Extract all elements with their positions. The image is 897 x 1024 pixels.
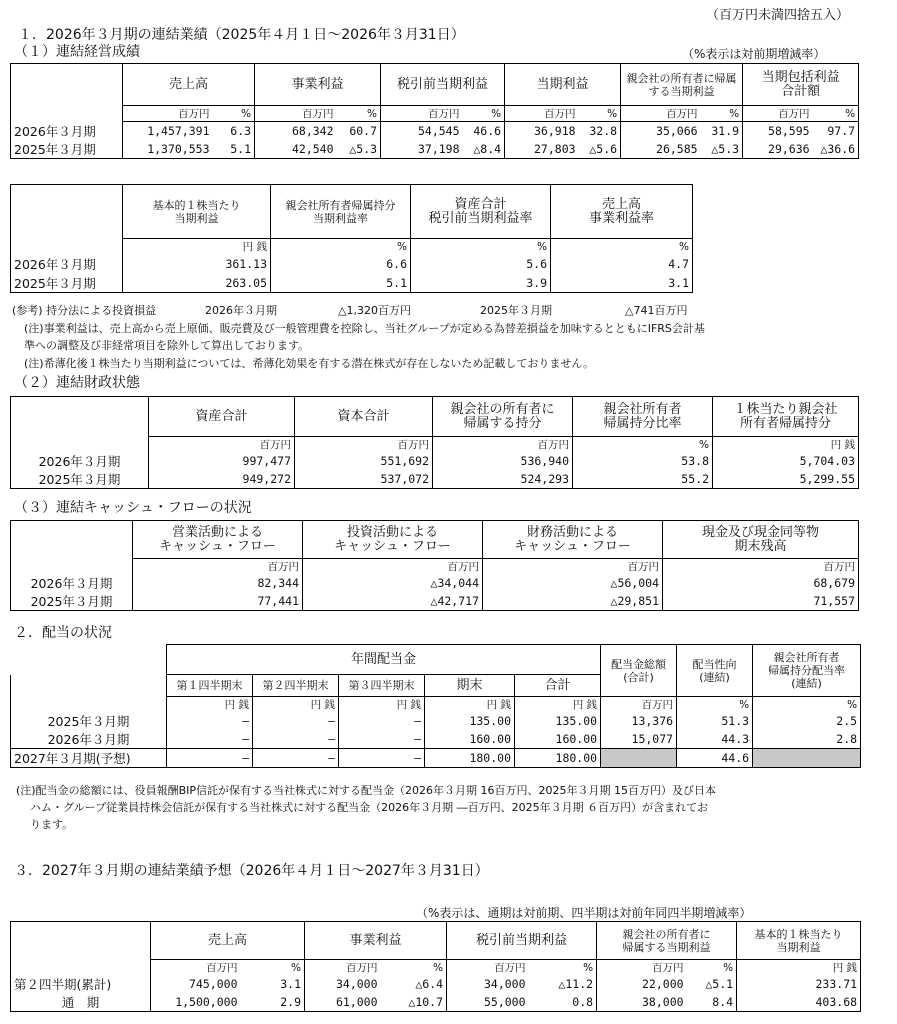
ref-value-1: △1,320百万円 <box>338 304 411 317</box>
ref-label: (参考) 持分法による投資損益 <box>12 304 157 317</box>
value-cell: 160.00 <box>515 730 601 749</box>
unit-cell: 百万円 <box>621 106 701 122</box>
corner-cell <box>11 645 167 675</box>
value-cell: 32.8 <box>579 122 621 140</box>
header-equity-ratio: 親会社所有者 帰属持分比率 <box>573 397 713 437</box>
value-cell: 68,342 <box>255 122 337 140</box>
value-cell: 44.6 <box>677 749 753 768</box>
row-label: 2026年３月期 <box>11 730 167 749</box>
unit-cell: 百万円 <box>447 960 529 976</box>
unit-cell: 百万円 <box>601 697 677 713</box>
header-business-profit: 事業利益 <box>255 64 381 106</box>
value-cell: △36.6 <box>813 140 859 159</box>
header-year-end: 期末 <box>425 675 515 697</box>
unit-cell: 百万円 <box>295 437 433 453</box>
value-cell: ― <box>253 730 339 749</box>
section-3-title: ３．2027年３月期の連結業績予想（2026年４月１日～2027年３月31日） <box>14 863 489 879</box>
value-cell: △10.7 <box>381 993 447 1012</box>
value-cell: 403.68 <box>737 993 861 1012</box>
corner-cell <box>11 397 149 437</box>
row-label: 2027年３月期(予想) <box>11 749 167 768</box>
value-cell: 97.7 <box>813 122 859 140</box>
value-cell: 135.00 <box>515 712 601 730</box>
header-sales: 売上高 <box>151 922 305 960</box>
unit-cell: 百万円 <box>151 960 241 976</box>
cash-flows-table <box>10 520 859 611</box>
corner-cell <box>11 521 133 559</box>
header-pretax-profit: 税引前当期利益 <box>447 922 597 960</box>
shaded-cell <box>753 749 861 768</box>
section-1-title: １．2026年３月期の連結業績（2025年４月１日～2026年３月31日） <box>18 27 465 43</box>
header-annual-dividend: 年間配当金 <box>167 645 601 675</box>
value-cell: 53.8 <box>573 452 713 470</box>
value-cell: 2.5 <box>753 712 861 730</box>
unit-cell: 百万円 <box>743 106 813 122</box>
value-cell: 180.00 <box>425 749 515 768</box>
unit-cell: % <box>551 239 693 255</box>
value-cell: 29,636 <box>743 140 813 159</box>
value-cell: 44.3 <box>677 730 753 749</box>
value-cell: △34,044 <box>303 574 483 592</box>
value-cell: △5.6 <box>579 140 621 159</box>
ref-value-2: △741百万円 <box>625 304 688 317</box>
dividend-note-3: ります。 <box>30 818 74 831</box>
value-cell: 949,272 <box>149 470 295 489</box>
table-row <box>11 470 859 489</box>
value-cell: ― <box>339 749 425 768</box>
unit-cell: 百万円 <box>663 559 859 575</box>
shaded-cell <box>601 749 677 768</box>
subsection-financial-position: （２）連結財政状態 <box>14 375 140 391</box>
financial-position-table <box>10 396 859 489</box>
unit-cell: % <box>271 239 411 255</box>
value-cell: 745,000 <box>151 975 241 993</box>
value-cell: ― <box>253 712 339 730</box>
unit-cell: 円 銭 <box>339 697 425 713</box>
unit-cell: % <box>529 960 597 976</box>
forecast-table <box>10 921 861 1012</box>
value-cell: 160.00 <box>425 730 515 749</box>
row-label: 2025年３月期 <box>11 592 133 611</box>
value-cell: ― <box>339 730 425 749</box>
value-cell: 46.6 <box>463 122 505 140</box>
header-roe: 親会社所有者帰属持分 当期利益率 <box>271 185 411 239</box>
unit-cell: 百万円 <box>255 106 337 122</box>
value-cell: 42,540 <box>255 140 337 159</box>
subsection-cash-flows: （３）連結キャッシュ・フローの状況 <box>14 500 252 516</box>
table-row <box>11 993 861 1012</box>
value-cell: 36,918 <box>505 122 579 140</box>
header-cash-balance: 現金及び現金同等物 期末残高 <box>663 521 859 559</box>
row-label: 2026年３月期 <box>11 122 123 140</box>
value-cell: 2.8 <box>753 730 861 749</box>
value-cell: 55,000 <box>447 993 529 1012</box>
unit-cell: 円 銭 <box>515 697 601 713</box>
table-row <box>11 255 693 274</box>
unit-cell: 円 銭 <box>737 960 861 976</box>
value-cell: △5.3 <box>337 140 381 159</box>
value-cell: 263.05 <box>123 274 271 293</box>
value-cell: 13,376 <box>601 712 677 730</box>
note-diluted-eps: (注)希薄化後１株当たり当期利益については、希薄化効果を有する潜在株式が存在しないため記載しておりません。 <box>24 357 595 370</box>
header-margin: 売上高 事業利益率 <box>551 185 693 239</box>
note-business-profit-1: (注)事業利益は、売上高から売上原価、販売費及び一般管理費を控除し、当社グループが定める為替差損益を加味するとともにIFRS会計基 <box>24 322 705 335</box>
value-cell: 38,000 <box>597 993 687 1012</box>
unit-cell: 百万円 <box>597 960 687 976</box>
unit-cell: 百万円 <box>381 106 463 122</box>
value-cell: 997,477 <box>149 452 295 470</box>
value-cell: 31.9 <box>701 122 743 140</box>
value-cell: ― <box>167 749 253 768</box>
row-label: 2026年３月期 <box>11 255 123 274</box>
value-cell: 55.2 <box>573 470 713 489</box>
dividend-note-1: (注)配当金の総額には、役員報酬BIP信託が保有する当社株式に対する配当金（2026年３月期 16百万円、2025年３月期 15百万円）及び日本 <box>16 784 716 797</box>
unit-cell: 円 銭 <box>123 239 271 255</box>
row-label: 2026年３月期 <box>11 452 149 470</box>
header-investing-cf: 投資活動による キャッシュ・フロー <box>303 521 483 559</box>
unit-cell: % <box>813 106 859 122</box>
unit-cell: % <box>241 960 305 976</box>
value-cell: 37,198 <box>381 140 463 159</box>
table-row <box>11 274 693 293</box>
table-row <box>11 122 859 140</box>
header-pretax-profit: 税引前当期利益 <box>381 64 505 106</box>
header-total: 合計 <box>515 675 601 697</box>
header-comprehensive: 当期包括利益 合計額 <box>743 64 859 106</box>
unit-cell: % <box>463 106 505 122</box>
row-label: 通 期 <box>11 993 151 1012</box>
header-q1: 第１四半期末 <box>167 675 253 697</box>
table-row <box>11 975 861 993</box>
value-cell: 3.1 <box>551 274 693 293</box>
corner-cell <box>11 922 151 960</box>
value-cell: 5.1 <box>271 274 411 293</box>
unit-cell: % <box>579 106 621 122</box>
value-cell: 1,457,391 <box>123 122 213 140</box>
table-row <box>11 749 861 768</box>
value-cell: 551,692 <box>295 452 433 470</box>
header-financing-cf: 財務活動による キャッシュ・フロー <box>483 521 663 559</box>
header-total-assets: 資産合計 <box>149 397 295 437</box>
value-cell: △11.2 <box>529 975 597 993</box>
unit-cell: 百万円 <box>149 437 295 453</box>
value-cell: 8.4 <box>687 993 737 1012</box>
value-cell: 524,293 <box>433 470 573 489</box>
table-row <box>11 592 859 611</box>
value-cell: 361.13 <box>123 255 271 274</box>
value-cell: 2.9 <box>241 993 305 1012</box>
header-owner-equity: 親会社の所有者に 帰属する持分 <box>433 397 573 437</box>
header-payout-ratio: 配当性向 (連結) <box>677 645 753 697</box>
value-cell: △42,717 <box>303 592 483 611</box>
row-label: 第２四半期(累計) <box>11 975 151 993</box>
unit-cell: 円 銭 <box>253 697 339 713</box>
value-cell: 35,066 <box>621 122 701 140</box>
value-cell: 54,545 <box>381 122 463 140</box>
unit-cell: % <box>411 239 551 255</box>
header-owner-profit: 親会社の所有者に帰属する当期利益 <box>621 64 743 106</box>
value-cell: △8.4 <box>463 140 505 159</box>
value-cell: △29,851 <box>483 592 663 611</box>
value-cell: △6.4 <box>381 975 447 993</box>
unit-cell: % <box>381 960 447 976</box>
unit-cell: 百万円 <box>123 106 213 122</box>
row-label: 2026年３月期 <box>11 574 133 592</box>
value-cell: 15,077 <box>601 730 677 749</box>
unit-cell: % <box>753 697 861 713</box>
header-dividend-total: 配当金総額 (合計) <box>601 645 677 697</box>
unit-cell: 百万円 <box>505 106 579 122</box>
unit-cell: % <box>573 437 713 453</box>
header-q3: 第３四半期末 <box>339 675 425 697</box>
value-cell: ― <box>167 712 253 730</box>
unit-cell: 百万円 <box>433 437 573 453</box>
header-owner-profit: 親会社の所有者に 帰属する当期利益 <box>597 922 737 960</box>
dividend-note-2: ハム・グループ従業員持株会信託が保有する当社株式に対する配当金（2026年３月期 ―百万円、2025年３月期 ６百万円）が含まれてお <box>30 801 709 814</box>
value-cell: ― <box>167 730 253 749</box>
row-label: 2025年３月期 <box>11 274 123 293</box>
corner-cell <box>11 185 123 239</box>
unit-cell: % <box>337 106 381 122</box>
value-cell: 68,679 <box>663 574 859 592</box>
value-cell: 77,441 <box>133 592 303 611</box>
value-cell: 135.00 <box>425 712 515 730</box>
pct-note: （%表示は対前期増減率） <box>682 47 826 61</box>
value-cell: △5.1 <box>687 975 737 993</box>
value-cell: 5.6 <box>411 255 551 274</box>
unit-cell: 円 銭 <box>167 697 253 713</box>
unit-cell: 百万円 <box>303 559 483 575</box>
table-row <box>11 452 859 470</box>
header-q2: 第２四半期末 <box>253 675 339 697</box>
value-cell: △56,004 <box>483 574 663 592</box>
header-sales: 売上高 <box>123 64 255 106</box>
table-row <box>11 140 859 159</box>
ref-period-2: 2025年３月期 <box>480 304 552 317</box>
unit-cell: 円 銭 <box>425 697 515 713</box>
value-cell: 58,595 <box>743 122 813 140</box>
table-row <box>11 574 859 592</box>
value-cell: 6.3 <box>213 122 255 140</box>
value-cell: 5,299.55 <box>713 470 859 489</box>
table-row <box>11 712 861 730</box>
corner-cell <box>11 64 123 106</box>
value-cell: 0.8 <box>529 993 597 1012</box>
header-eps: 基本的１株当たり 当期利益 <box>123 185 271 239</box>
header-total-equity: 資本合計 <box>295 397 433 437</box>
value-cell: 71,557 <box>663 592 859 611</box>
value-cell: 1,370,553 <box>123 140 213 159</box>
value-cell: 6.6 <box>271 255 411 274</box>
value-cell: ― <box>339 712 425 730</box>
value-cell: 51.3 <box>677 712 753 730</box>
row-label: 2025年３月期 <box>11 712 167 730</box>
value-cell: 1,500,000 <box>151 993 241 1012</box>
value-cell: 27,803 <box>505 140 579 159</box>
unit-cell: % <box>687 960 737 976</box>
unit-cell: 百万円 <box>483 559 663 575</box>
value-cell: △5.3 <box>701 140 743 159</box>
ratios-table <box>10 184 693 293</box>
header-business-profit: 事業利益 <box>305 922 447 960</box>
value-cell: 5,704.03 <box>713 452 859 470</box>
ref-period-1: 2026年３月期 <box>205 304 277 317</box>
unit-cell: 百万円 <box>305 960 381 976</box>
operating-results-table <box>10 63 859 159</box>
value-cell: 4.7 <box>551 255 693 274</box>
header-eps: 基本的１株当たり 当期利益 <box>737 922 861 960</box>
unit-cell: % <box>701 106 743 122</box>
unit-note: （百万円未満四捨五入） <box>706 8 850 23</box>
value-cell: 22,000 <box>597 975 687 993</box>
value-cell: 3.1 <box>241 975 305 993</box>
header-net-profit: 当期利益 <box>505 64 621 106</box>
note-business-profit-2: 準への調整及び非経常項目を除外して算出しております。 <box>24 339 310 352</box>
unit-cell: % <box>213 106 255 122</box>
unit-cell: 円 銭 <box>713 437 859 453</box>
row-label: 2025年３月期 <box>11 140 123 159</box>
value-cell: 233.71 <box>737 975 861 993</box>
table-row <box>11 730 861 749</box>
value-cell: 26,585 <box>621 140 701 159</box>
forecast-pct-note: （%表示は、通期は対前期、四半期は対前年同四半期増減率） <box>416 906 752 920</box>
value-cell: 3.9 <box>411 274 551 293</box>
value-cell: 61,000 <box>305 993 381 1012</box>
header-bps: １株当たり親会社 所有者帰属持分 <box>713 397 859 437</box>
header-roa: 資産合計 税引前当期利益率 <box>411 185 551 239</box>
value-cell: ― <box>253 749 339 768</box>
header-operating-cf: 営業活動による キャッシュ・フロー <box>133 521 303 559</box>
value-cell: 5.1 <box>213 140 255 159</box>
header-doe: 親会社所有者 帰属持分配当率 (連結) <box>753 645 861 697</box>
value-cell: 82,344 <box>133 574 303 592</box>
value-cell: 180.00 <box>515 749 601 768</box>
unit-cell: % <box>677 697 753 713</box>
value-cell: 537,072 <box>295 470 433 489</box>
value-cell: 536,940 <box>433 452 573 470</box>
value-cell: 34,000 <box>447 975 529 993</box>
dividends-table <box>10 644 861 768</box>
unit-cell: 百万円 <box>133 559 303 575</box>
value-cell: 34,000 <box>305 975 381 993</box>
value-cell: 60.7 <box>337 122 381 140</box>
section-2-title: ２．配当の状況 <box>14 625 112 641</box>
row-label: 2025年３月期 <box>11 470 149 489</box>
subsection-operating-results: （１）連結経営成績 <box>14 44 140 60</box>
